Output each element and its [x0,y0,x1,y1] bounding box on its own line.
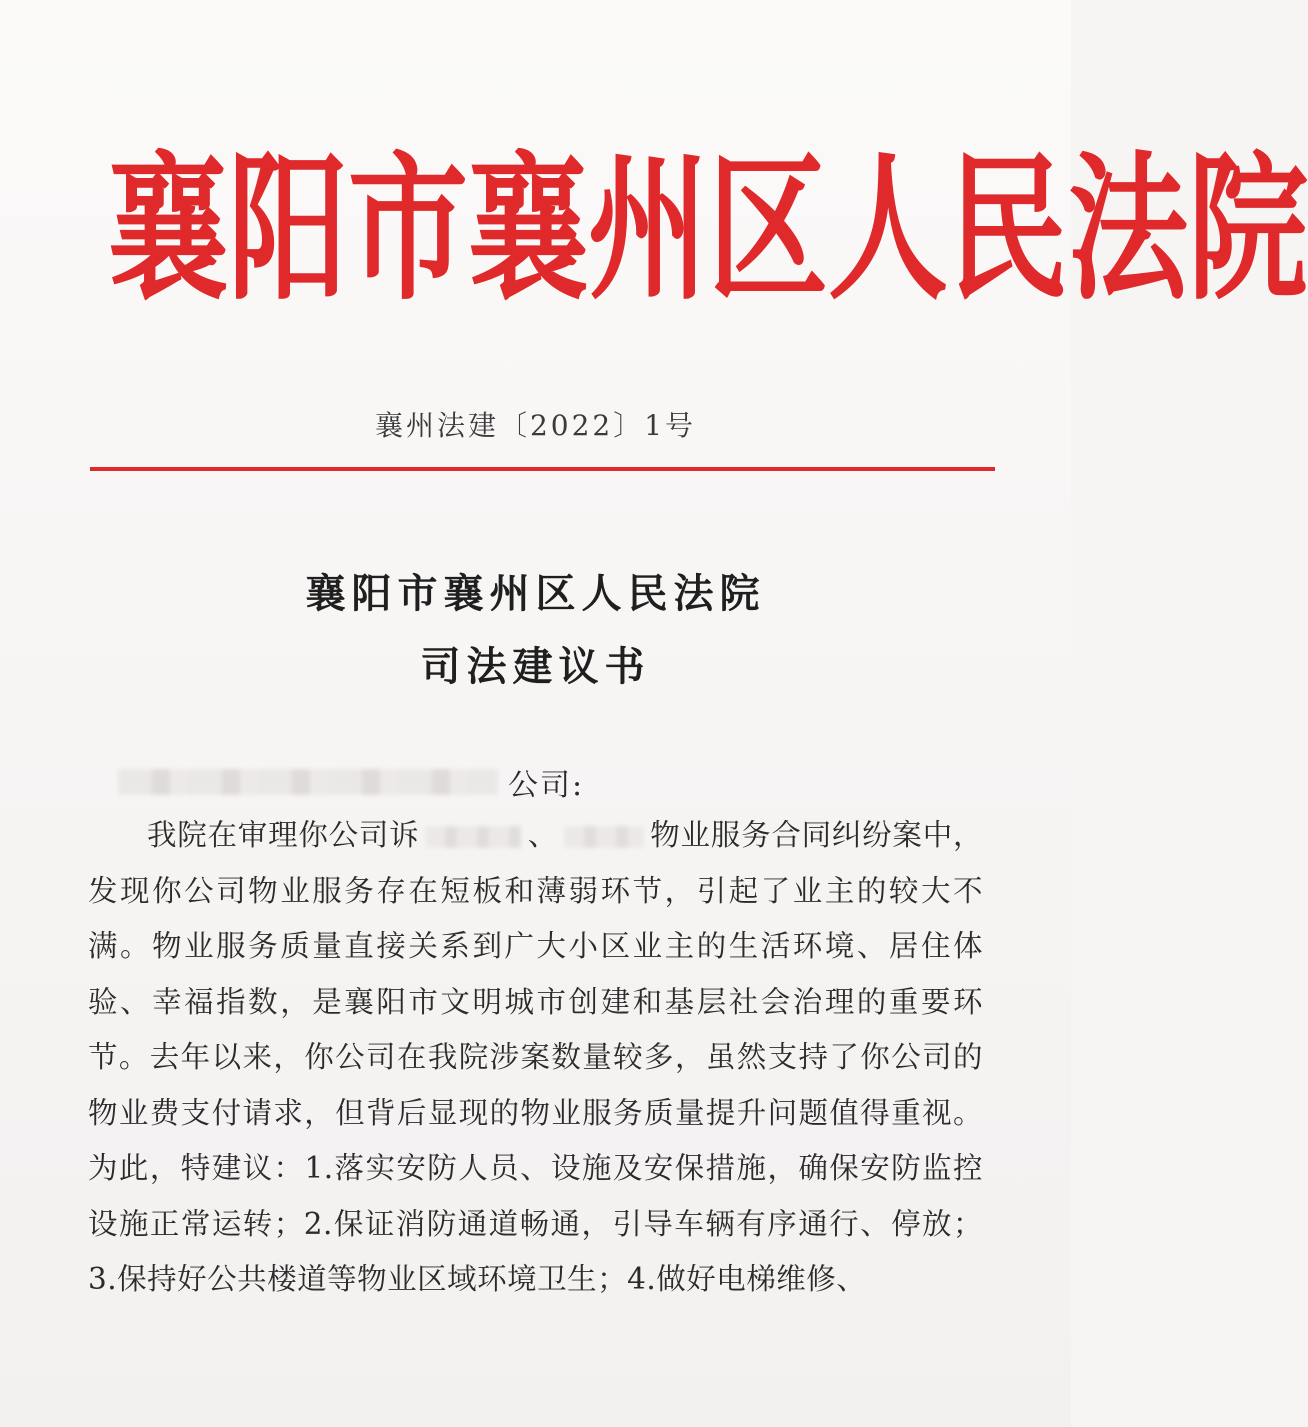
masthead-char: 法 [1068,136,1188,323]
masthead-char: 襄 [108,136,228,323]
masthead-char: 州 [588,136,708,323]
document-title-court: 襄阳市襄州区人民法院 [305,570,766,617]
masthead-char: 襄 [468,136,588,323]
masthead-char: 区 [708,136,828,323]
redacted-party-2 [564,826,644,848]
addressee-line [118,762,584,802]
document-title-type: 司法建议书 [420,643,651,690]
document-number: 襄州法建〔2022〕1号 [374,409,697,442]
body-intro-before: 我院在审理你公司诉 [147,818,420,852]
masthead-char: 人 [828,136,948,323]
masthead-char: 市 [348,136,468,323]
redacted-company-name [118,769,498,795]
redacted-party-1 [425,826,521,848]
masthead-char: 民 [948,136,1068,323]
addressee-suffix: 公司: [508,768,585,803]
red-masthead [108,136,1308,323]
body-intro-after: 物业服务合同纠纷案中，发现你公司物业服务存在短板和薄弱环节，引起了业主的较大不满。物业服务质量直接关系到广大小区业主的生活环境、居住体验、幸福指数，是襄阳市文明城市创建和基层社会治理的重要环节。去年以来，你公司在我院涉案数量较多，虽然支持了你公司的物业费支付请求，但背后显现的物业服务质量提升问题值得重视。为此，特建议：1.落实安防人员、设施及安保措施，确保安防监控设施正常运转；2.保证消防通道畅通，引导车辆有序通行、停放；3.保持好公共楼道等物业区域环境卫生；4.做好电梯维修、 [88,818,983,1296]
masthead-char: 阳 [228,136,348,323]
body-separator: 、 [527,818,558,852]
body-paragraph [88,808,983,1308]
red-divider [90,467,995,471]
masthead-char: 院 [1188,136,1308,323]
body-text [88,808,983,1308]
